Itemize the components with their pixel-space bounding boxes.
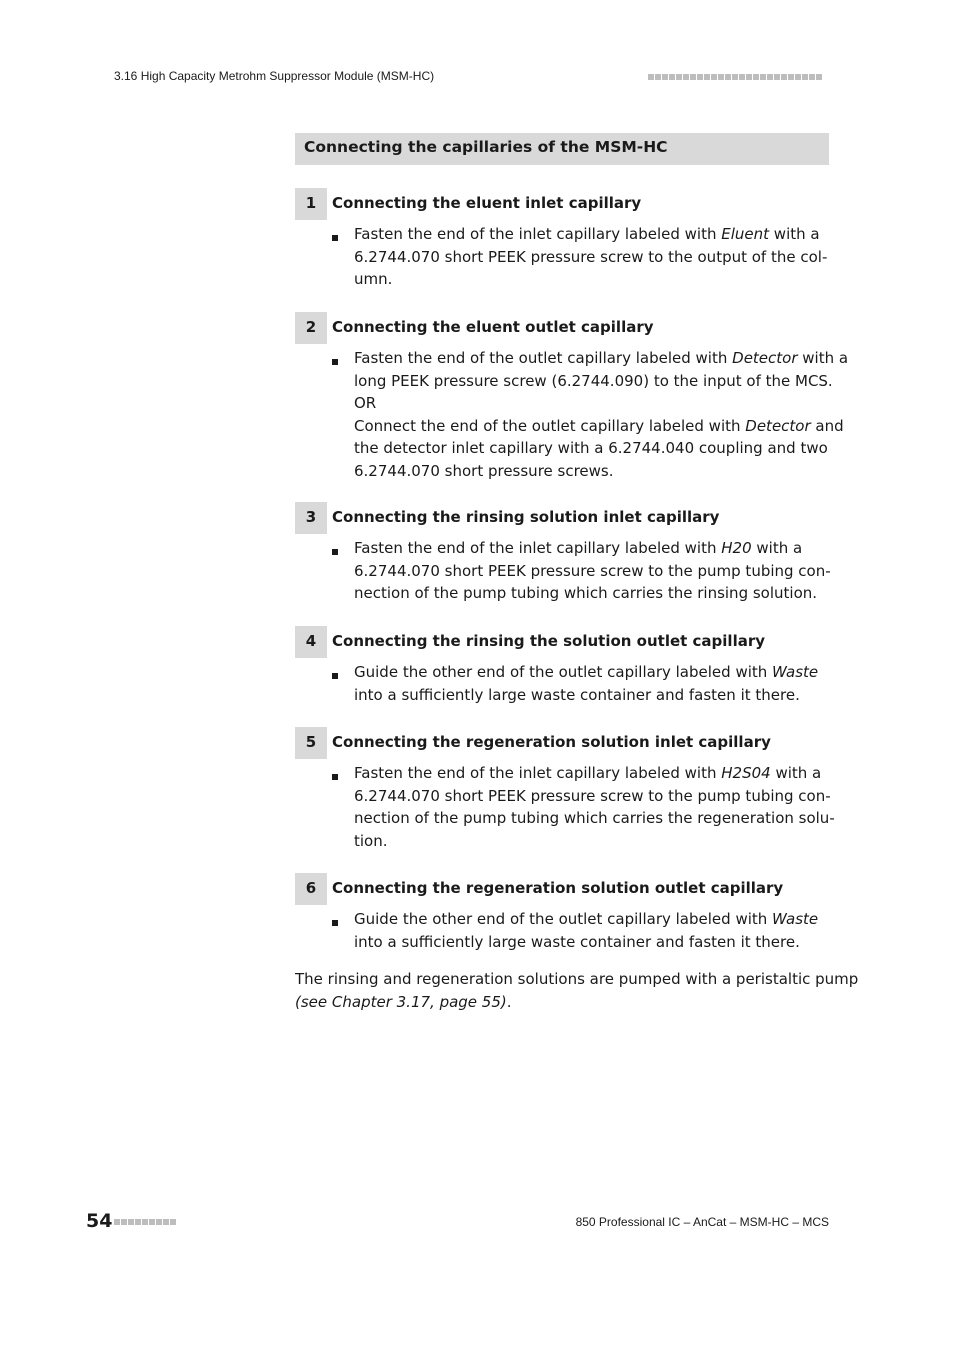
capillary-label: Detector <box>732 349 798 367</box>
capillary-label: Detector <box>745 416 811 435</box>
step-number: 6 <box>295 873 327 905</box>
step-instruction: Guide the other end of the outlet capillary labeled with Waste into a sufficiently large waste container and fasten it there. <box>354 663 819 704</box>
capillary-label: H2S04 <box>721 764 771 782</box>
step-title: Connecting the eluent outlet capillary <box>332 318 654 336</box>
capillary-label: Waste <box>772 910 819 928</box>
capillary-label: Waste <box>772 663 819 681</box>
page-number: 54 <box>86 1210 113 1232</box>
running-header-title: 3.16 High Capacity Metrohm Suppressor Module (MSM-HC) <box>114 69 435 83</box>
step-title: Connecting the regeneration solution inlet capillary <box>332 733 771 751</box>
step-number: 2 <box>295 312 327 344</box>
step-instruction: Guide the other end of the outlet capillary labeled with Waste into a sufficiently large waste container and fasten it there. <box>354 910 819 951</box>
step-instruction: Fasten the end of the outlet capillary labeled with Detector with a long PEEK pressure screw (6.2744.090) to the input of the MCS. OR Connect the end of the outlet capillary labeled with Detector and the detector inlet capillary with a 6.2744.040 coupling and two 6.2744.070 short pressure screws. <box>354 349 849 480</box>
step-title: Connecting the rinsing solution inlet capillary <box>332 508 720 526</box>
header-decorative-squares <box>648 74 822 80</box>
step-instruction: Fasten the end of the inlet capillary labeled with H20 with a 6.2744.070 short PEEK pressure screw to the pump tubing con- nection of the pump tubing which carries the rinsing solution. <box>354 539 831 602</box>
bullet-icon <box>332 359 338 365</box>
capillary-label: H20 <box>721 539 752 557</box>
section-title: Connecting the capillaries of the MSM-HC <box>295 133 829 165</box>
footer-document-title: 850 Professional IC – AnCat – MSM-HC – MCS <box>575 1215 829 1229</box>
step-number: 3 <box>295 502 327 534</box>
step-title: Connecting the regeneration solution outlet capillary <box>332 879 784 897</box>
step-number: 4 <box>295 626 327 658</box>
bullet-icon <box>332 235 338 241</box>
step-title: Connecting the eluent inlet capillary <box>332 194 642 212</box>
step-instruction: Fasten the end of the inlet capillary labeled with Eluent with a 6.2744.070 short PEEK pressure screw to the output of the col- umn. <box>354 225 828 288</box>
step-instruction: Fasten the end of the inlet capillary labeled with H2S04 with a 6.2744.070 short PEEK pressure screw to the pump tubing con- nection of the pump tubing which carries the regeneration solu- tion. <box>354 764 835 850</box>
step-number: 5 <box>295 727 327 759</box>
step-number: 1 <box>295 188 327 220</box>
bullet-icon <box>332 673 338 679</box>
bullet-icon <box>332 774 338 780</box>
chapter-cross-reference-link[interactable]: (see Chapter 3.17, page 55) <box>295 992 507 1011</box>
bullet-icon <box>332 920 338 926</box>
capillary-label: Eluent <box>721 225 770 243</box>
bullet-icon <box>332 549 338 555</box>
closing-paragraph: The rinsing and regeneration solutions are pumped with a peristaltic pump (see Chapter 3.17, page 55). <box>295 970 859 1011</box>
footer-decorative-squares <box>114 1219 176 1225</box>
step-title: Connecting the rinsing the solution outlet capillary <box>332 632 766 650</box>
